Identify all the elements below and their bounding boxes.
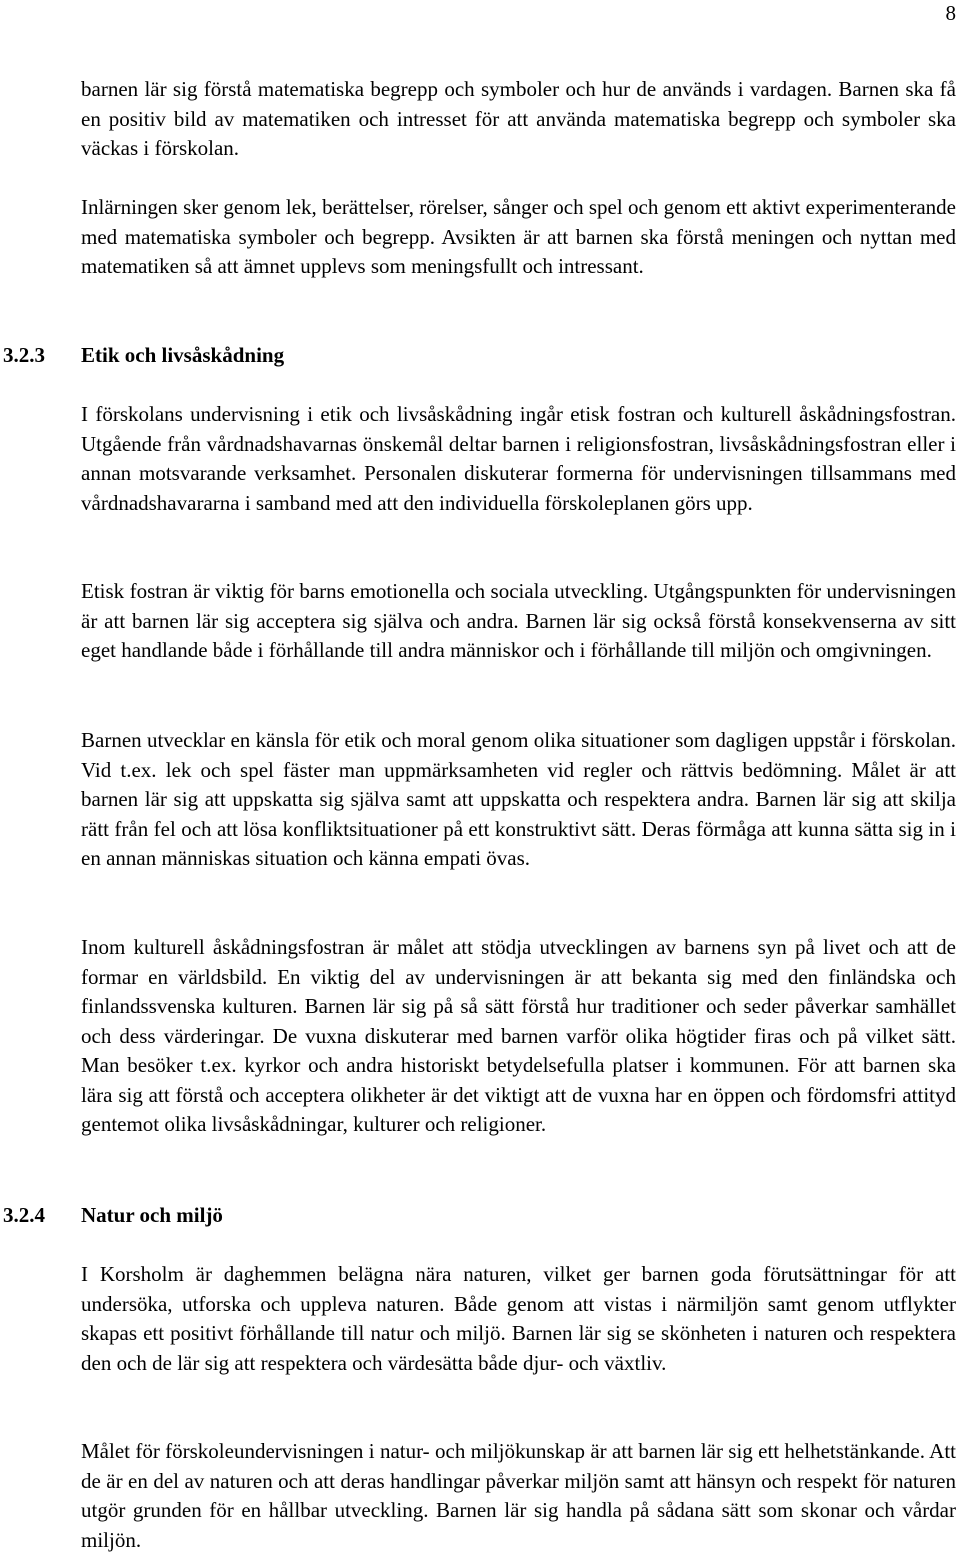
ethics-paragraph-4: Inom kulturell åskådningsfostran är målet att stödja utvecklingen av barnens syn på livet och att de formar en världsbild. En viktig del av undervisningen är att bekanta sig med den finländska och finlandssvenska kulturen. Barnen lär sig på så sätt förstå hur traditioner och seder påverkar samhället och dess värderingar. De vuxna diskuterar med barnen varför olika högtider firas och på vilket sätt. Man besöker t.ex. kyrkor och andra historiskt betydelsefulla platser i kommunen. För att barnen ska lära sig att förstå och acceptera olikheter är det viktigt att de vuxna har en öppen och fördomsfri attityd gentemot olika livsåskådningar, kulturer och religioner. — [81, 935, 956, 1136]
intro-paragraph-1: barnen lär sig förstå matematiska begrepp och symboler och hur de används i vardagen. Barnen ska få en positiv bild av matematiken och intresset för att använda matematiska begrepp och symboler ska väckas i förskolan. — [81, 77, 956, 160]
section-title: Natur och miljö — [81, 1203, 223, 1227]
nature-paragraph-1: I Korsholm är daghemmen belägna nära naturen, vilket ger barnen goda förutsättningar för att undersöka, utforska och uppleva naturen. Både genom att vistas i närmiljön samt genom utflykter skapas ett positivt förhållande till natur och miljö. Barnen lär sig se skönheten i naturen och respektera den och de lär sig att respektera och värdesätta både djur- och växtliv. — [81, 1262, 956, 1375]
ethics-paragraph-3: Barnen utvecklar en känsla för etik och moral genom olika situationer som dagligen uppstår i förskolan. Vid t.ex. lek och spel fäster man uppmärksamheten vid regler och rättvis bedömning. Målet är att barnen lär sig att uppskatta sig själva samt att uppskatta och respektera andra. Barnen lär sig att skilja rätt från fel och att lösa konfliktsituationer på ett konstruktivt sätt. Deras förmåga att kunna sätta sig in i en annan människas situation och känna empati övas. — [81, 728, 956, 870]
ethics-paragraph-1: I förskolans undervisning i etik och livsåskådning ingår etisk fostran och kulturell åskådningsfostran. Utgående från vårdnadshavarnas önskemål deltar barnen i religionsfostran, livsåskådningsfostran eller i annan motsvarande verksamhet. Personalen diskuterar formerna för undervisningen tillsammans med vårdnadshavararna i samband med att den individuella förskoleplanen görs upp. — [81, 402, 956, 515]
nature-paragraph-2: Målet för förskoleundervisningen i natur- och miljökunskap är att barnen lär sig ett helhetstänkande. Att de är en del av naturen och att deras handlingar påverkar miljön samt att hänsyn och respekt för naturen utgör grunden för en hållbar utveckling. Barnen lär sig handla på sådana sätt som skonar och vårdar miljön. — [81, 1439, 956, 1552]
intro-paragraph-2: Inlärningen sker genom lek, berättelser, rörelser, sånger och spel och genom ett aktivt experimenterande med matematiska symboler och begrepp. Avsikten är att barnen ska förstå meningen och nyttan med matematiken så att ämnet upplevs som meningsfullt och intressant. — [81, 195, 956, 278]
section-heading-nature — [3, 1201, 223, 1231]
section-number: 3.2.4 — [3, 1203, 45, 1227]
ethics-paragraph-2: Etisk fostran är viktig för barns emotionella och sociala utveckling. Utgångspunkten för undervisningen är att barnen lär sig acceptera sig själva och andra. Barnen lär sig också förstå konsekvenserna av sitt eget handlande både i förhållande till andra människor och i förhållande till miljön och omgivningen. — [81, 579, 956, 662]
section-title: Etik och livsåskådning — [81, 343, 285, 367]
section-number: 3.2.3 — [3, 343, 45, 367]
page-number: 8 — [945, 1, 956, 25]
section-heading-ethics — [3, 341, 284, 371]
